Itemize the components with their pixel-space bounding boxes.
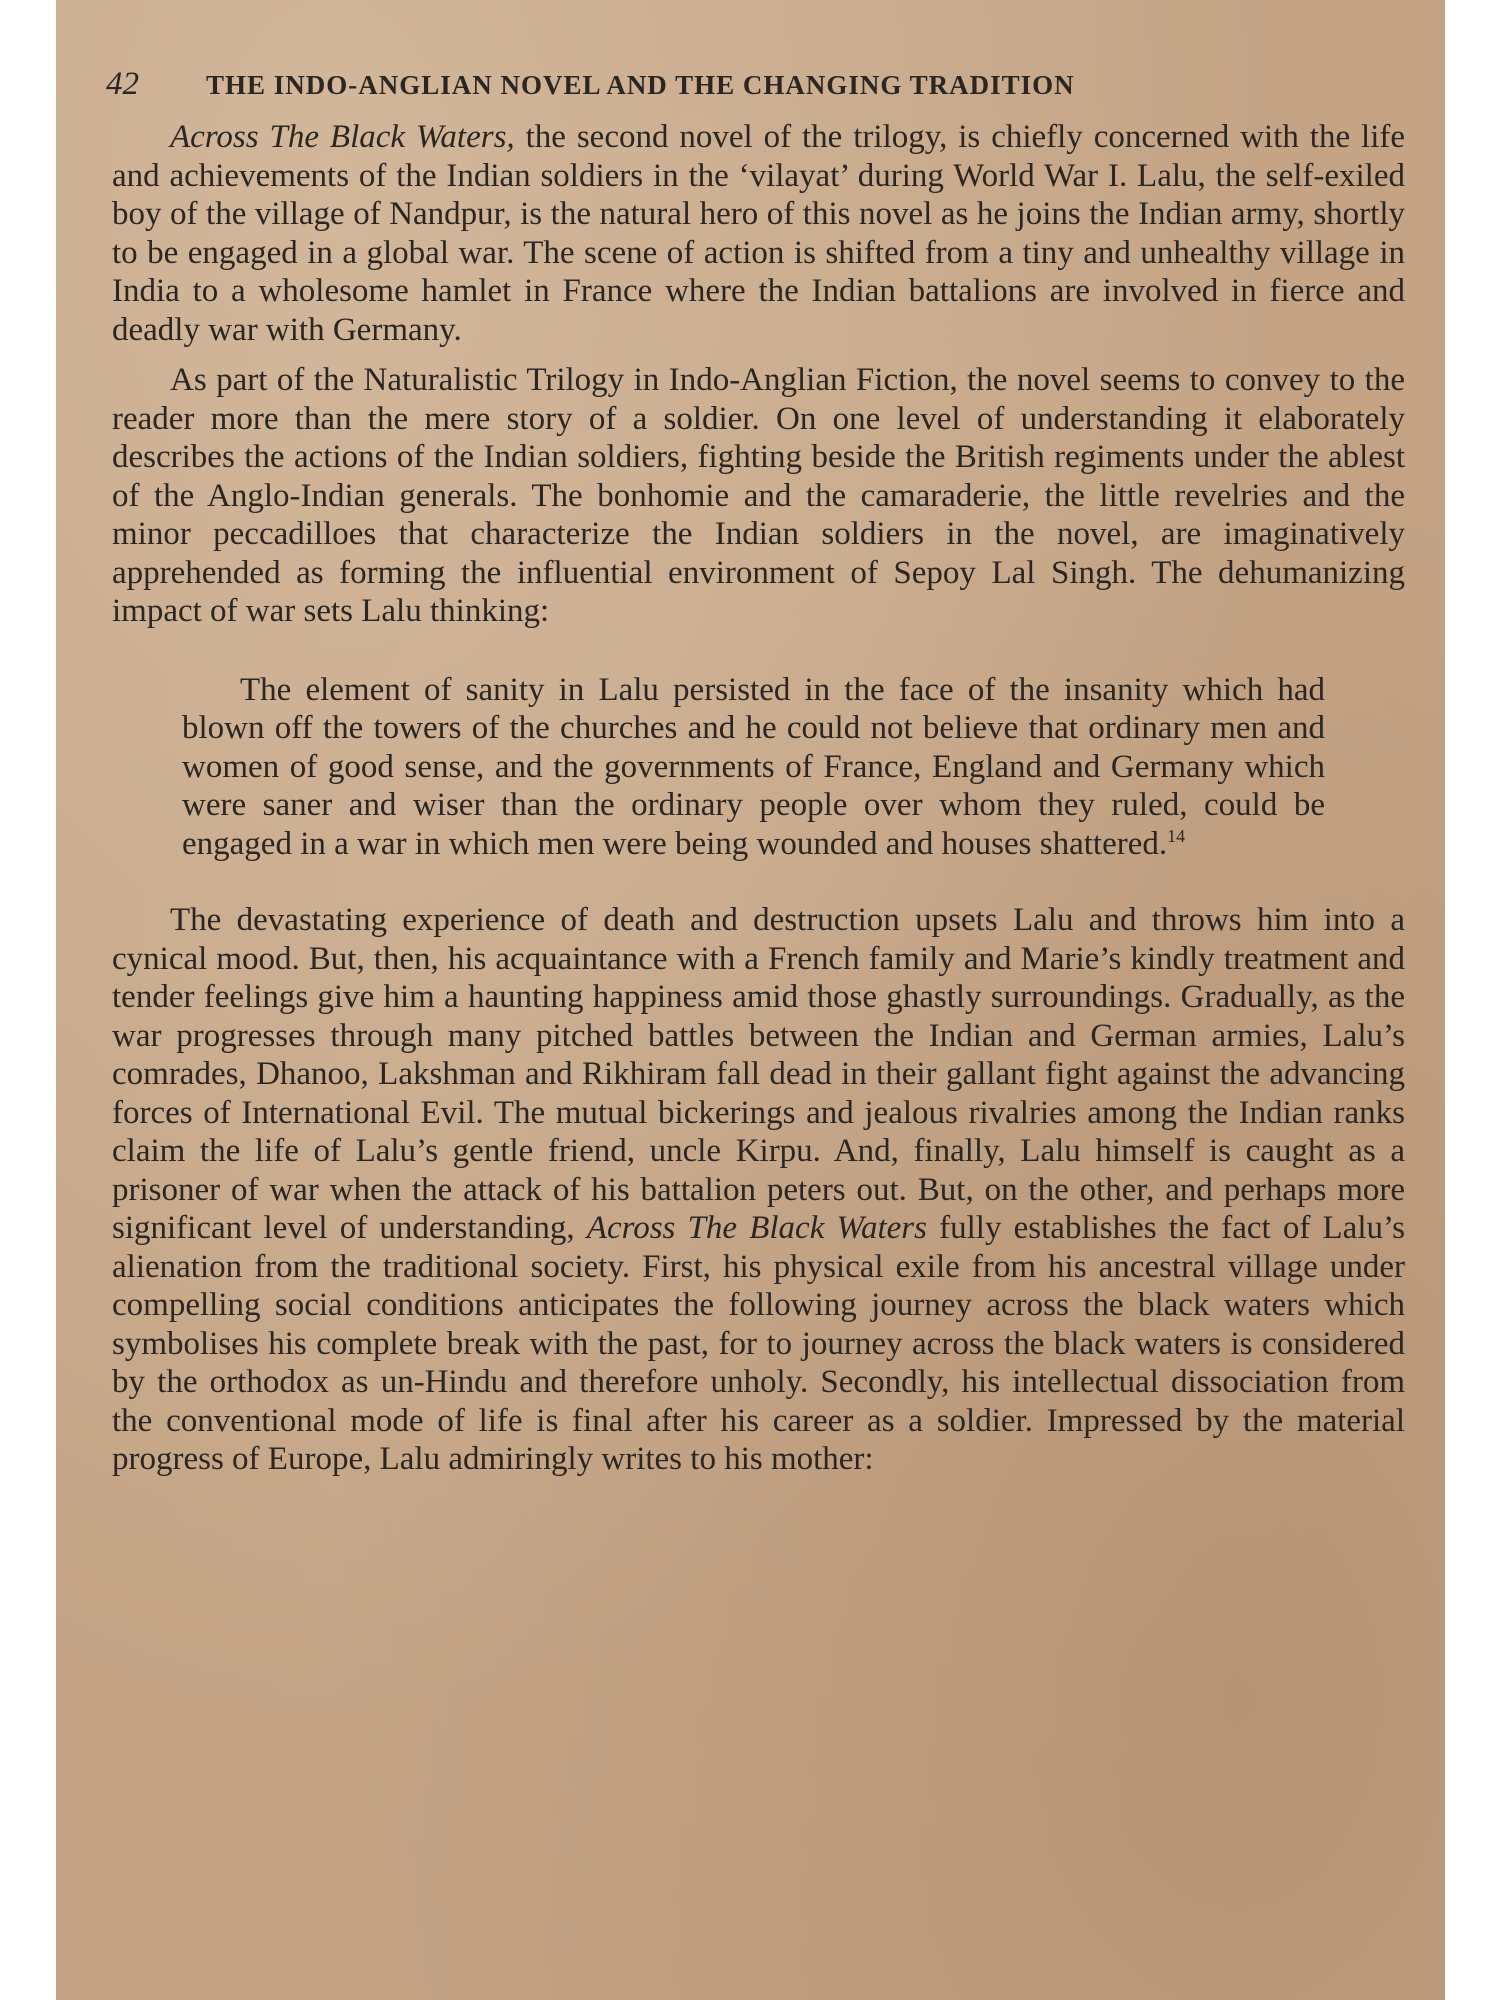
page-number: 42 [106, 66, 139, 102]
quote-text: The element of sanity in Lalu persisted in the face of the insanity which had blown off the towers of the churches and he could not believe that ordinary men and women of good sense, and the governments of France, England and Germany which were saner and wiser than the ordinary people over whom they ruled, could be engaged in a war in which men were being wounded and houses shattered. [182, 671, 1325, 862]
paragraph-1-text: the second novel of the trilogy, is chiefly concerned with the life and achievements of the Indian soldiers in the ‘vilayat’ during World War I. Lalu, the self-exiled boy of the village of Nandpur, is the natural hero of this novel as he joins the Indian army, shortly to be engaged in a global war. The scene of action is shifted from a tiny and unhealthy village in India to a wholesome hamlet in France where the Indian battalions are involved in fierce and deadly war with Germany. [112, 119, 1406, 348]
paragraph-2-text: As part of the Naturalistic Trilogy in Indo-Anglian Fiction, the novel seems to convey to the reader more than the mere story of a soldier. On one level of understanding it elaborately describes the actions of the Indian soldiers, fighting beside the British regiments under the ablest of the Anglo-Indian generals. The bonhomie and the camaraderie, the little revelries and the minor peccadilloes that characterize the Indian soldiers in the novel, are imaginatively apprehended as forming the influential environment of Sepoy Lal Singh. The dehumanizing impact of war sets Lalu thinking: [112, 362, 1405, 629]
running-title: THE INDO-ANGLIAN NOVEL AND THE CHANGING TRADITION [206, 70, 1075, 100]
paragraph-2 [112, 361, 1405, 631]
paragraph-3 [112, 901, 1405, 1479]
book-page [56, 0, 1445, 2000]
book-title-italic: Across The Black Waters [586, 1210, 927, 1246]
body-text [112, 118, 1405, 1491]
paragraph-3-text-b: fully establishes the fact of Lalu’s alienation from the traditional society. First, his physical exile from his ancestral village under compelling social conditions anticipates the following journey across the black waters which symbolises his complete break with the past, for to journey across the black waters is considered by the orthodox as un-Hindu and therefore unholy. Secondly, his intellectual dissociation from the conventional mode of life is final after his career as a soldier. Impressed by the material progress of Europe, Lalu admiringly writes to his mother: [112, 1210, 1406, 1477]
paragraph-1 [112, 118, 1405, 349]
page-header [106, 66, 1405, 106]
paragraph-3-text-a: The devastating experience of death and destruction upsets Lalu and throws him into a cynical mood. But, then, his acquaintance with a French family and Marie’s kindly treatment and tender feelings give him a haunting happiness amid those ghastly surroundings. Gradually, as the war progresses through many pitched battles between the Indian and German armies, Lalu’s comrades, Dhanoo, Lakshman and Rikhiram fall dead in their gallant fight against the advancing forces of International Evil. The mutual bickerings and jealous rivalries among the Indian ranks claim the life of Lalu’s gentle friend, uncle Kirpu. And, finally, Lalu himself is caught as a prisoner of war when the attack of his battalion peters out. But, on the other, and perhaps more significant level of understanding, [112, 902, 1405, 1246]
book-title-italic: Across The Black Waters, [170, 119, 515, 155]
footnote-marker: 14 [1167, 825, 1186, 846]
block-quote [182, 671, 1325, 864]
